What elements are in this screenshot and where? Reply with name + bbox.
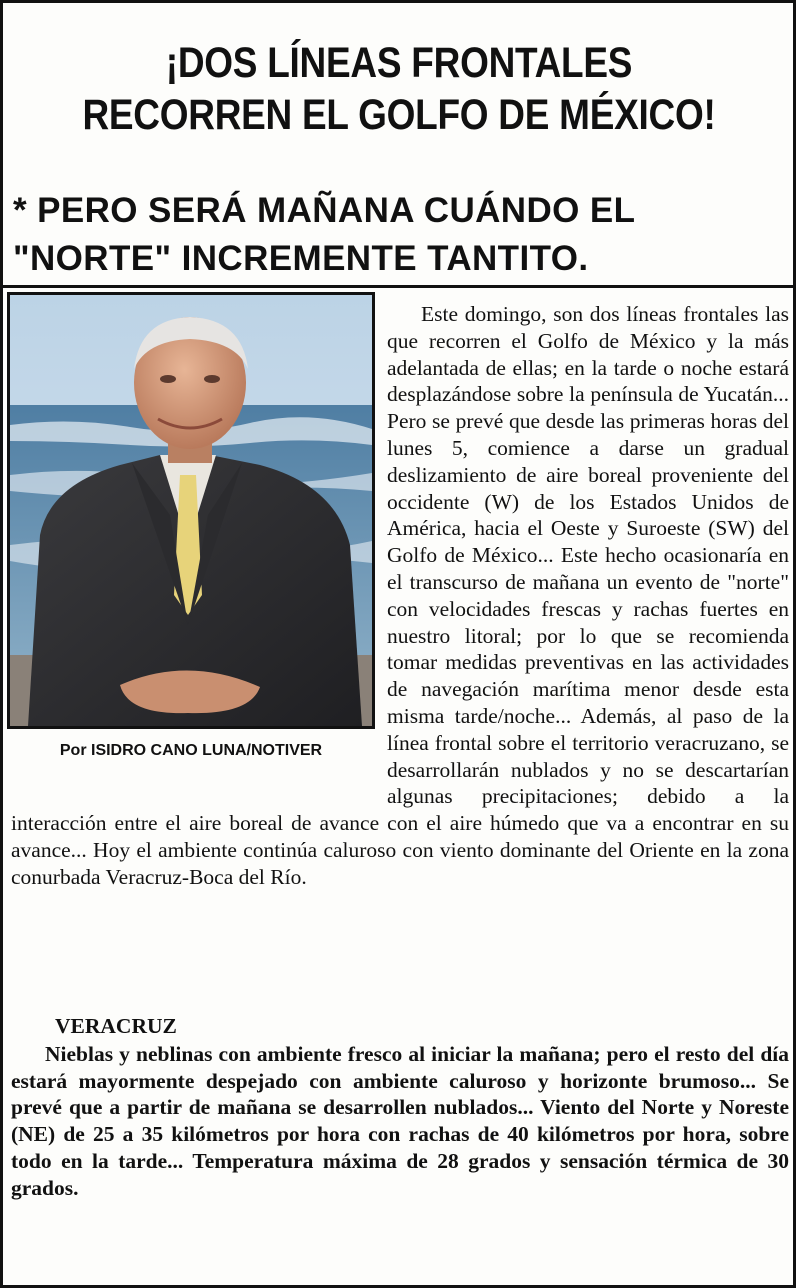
veracruz-section [11,1013,789,1202]
headline: ¡DOS LÍNEAS FRONTALES RECORREN EL GOLFO DE MÉXICO! [82,39,716,139]
section-paragraph: Nieblas y neblinas con ambiente fresco al iniciar la mañana; pero el resto del día estará mayormente despejado con ambiente caluroso y horizonte brumoso... Se prevé que a partir de mañana se desarrollen nublados... Viento del Norte y Noreste (NE) de 25 a 35 kilómetros por hora con rachas de 40 kilómetros por hora, sobre todo en la tarde... Temperatura máxima de 28 grados y sensación térmica de 30 grados. [11,1041,789,1200]
article-paragraph: Este domingo, son dos líneas frontales las que recorren el Golfo de México y la más adelantada de ellas; en la tarde o noche estará desplazándose sobre la península de Yucatán... Pero se prevé que desde las primeras horas del lunes 5, comience a darse un gradual deslizamiento de aire boreal proveniente del occidente (W) de los Estados Unidos de América, hacia el Oeste y Suroeste (SW) del Golfo de México... Este hecho ocasionaría en el transcurso de mañana un evento de "norte" con velocidades frescas y rachas fuertes en nuestro litoral; por lo que se recomienda tomar medidas preventivas en las actividades de navegación marítima menor desde esta misma tarde/noche... Además, al paso de la línea frontal sobre el territorio veracruzano, se desarrollarán nublados y no se descartarían algunas precipitaciones; debido a la interacción entre el aire boreal de avance con el aire húmedo que va a encontrar en su avance... Hoy el ambiente continúa caluroso con viento dominante del Oriente en la zona conurbada Veracruz-Boca del Río. [11,302,789,889]
author-photo [7,292,375,729]
author-portrait-image [10,295,372,726]
section-title: VERACRUZ [55,1014,177,1038]
subheadline: * PERO SERÁ MAÑANA CUÁNDO EL "NORTE" INCREMENTE TANTITO. [13,191,635,278]
header-divider [3,285,793,288]
byline: Por ISIDRO CANO LUNA/NOTIVER [59,742,323,759]
